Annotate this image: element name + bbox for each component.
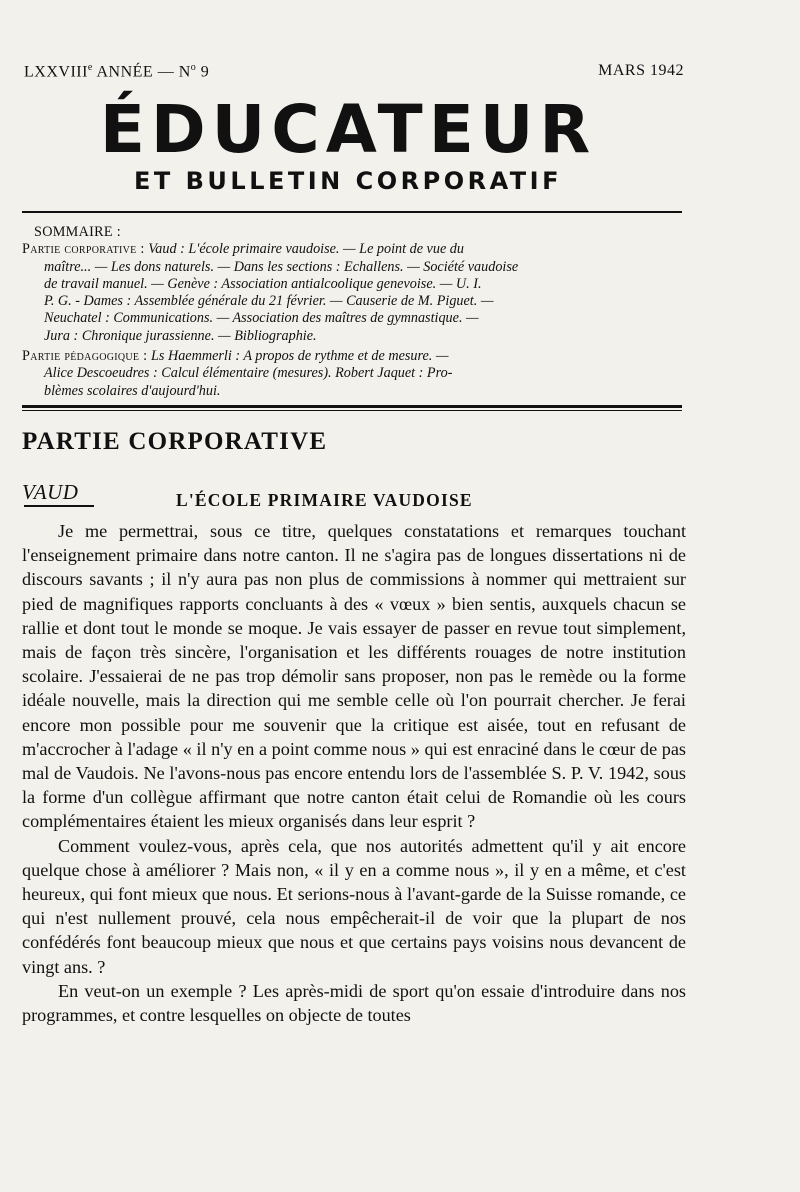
toc-corporative-label: Partie corporative : bbox=[22, 241, 145, 258]
toc-line: Vaud : L'école primaire vaudoise. — Le point de vue du bbox=[148, 241, 464, 258]
masthead-title: ÉDUCATEUR bbox=[99, 91, 597, 168]
issue-number-suffix: o bbox=[190, 62, 197, 73]
region-label: VAUD bbox=[22, 480, 79, 504]
toc-line: Neuchatel : Communications. — Association des maîtres de gymnastique. — bbox=[44, 310, 479, 327]
issue-info bbox=[24, 62, 209, 81]
issue-volume: LXXVIII bbox=[24, 63, 88, 81]
toc-line: Alice Descoeudres : Calcul élémentaire (mesures). Robert Jaquet : Pro- bbox=[44, 365, 453, 382]
toc-heading: SOMMAIRE : bbox=[34, 224, 121, 240]
header-line bbox=[24, 62, 684, 84]
article-paragraph: Je me permettrai, sous ce titre, quelques constatations et remarques touchant l'enseignement primaire dans notre canton. Il ne s'agira pas de longues dissertations ni de discours savants ; il n'y aura pas non plus de commissions à nommer qui mettraient sur pied de magnifiques rapports concluants à des « vœux » bien sentis, auxquels chacun se rallie et dont tout le monde se moque. Je vais essayer de passer en revue tout simplement, mais de façon très sincère, l'organisation et les différents rouages de notre institution scolaire. J'essaierai de ne pas trop démolir sans proposer, non pas le remède ou la forme idéale nouvelle, mais la direction qui me semble celle où l'on pourrait chercher. Je ferai encore mon possible pour me souvenir que la critique est aisée, tout en refusant de m'accrocher à l'adage « il n'y en a point comme nous » qui est enraciné dans le cœur de pas mal de Vaudois. Ne l'avons-nous pas encore entendu lors de l'assemblée S. P. V. 1942, sous la forme d'un collègue affirmant que notre canton était celui de Romandie où les cours complémentaires étaient les mieux organisés dans leur esprit ? bbox=[22, 521, 686, 832]
toc-line: Jura : Chronique jurassienne. — Bibliographie. bbox=[44, 327, 317, 344]
toc-line: de travail manuel. — Genève : Association antialcoolique genevoise. — U. I. bbox=[44, 275, 482, 292]
toc-pedagogique bbox=[22, 348, 686, 400]
issue-year-label: ANNÉE — N bbox=[92, 63, 191, 81]
section-title: PARTIE CORPORATIVE bbox=[22, 428, 328, 455]
article-paragraph: En veut-on un exemple ? Les après-midi de sport qu'on essaie d'introduire dans nos programmes, et contre lesquelles on objecte de toutes bbox=[22, 980, 686, 1026]
toc-corporative-first-line bbox=[22, 241, 686, 258]
masthead-subtitle: ET BULLETIN CORPORATIF bbox=[134, 167, 562, 195]
masthead-rule bbox=[22, 211, 682, 213]
toc-pedagogique-label: Partie pédagogique : bbox=[22, 348, 148, 365]
toc-line: Ls Haemmerli : A propos de rythme et de mesure. — bbox=[150, 348, 449, 365]
toc-line: P. G. - Dames : Assemblée générale du 21 février. — Causerie de M. Piguet. — bbox=[44, 293, 494, 310]
toc-rule-top bbox=[22, 405, 682, 408]
toc-line: maître... — Les dons naturels. — Dans les sections : Echallens. — Société vaudoise bbox=[44, 258, 519, 275]
toc-corporative bbox=[22, 241, 686, 345]
toc-rule-bottom bbox=[22, 410, 682, 411]
article-paragraph: Comment voulez-vous, après cela, que nos autorités admettent qu'il y ait encore quelque chose à améliorer ? Mais non, « il y en a comme nous », il y en a même, et c'est heureux, qui font mieux que nous. Et serions-nous à l'avant-garde de la Suisse romande, ce qui n'est nullement prouvé, cela nous empêcherait-il de voir que la plupart de nos confédérés font beaucoup mieux que nous et que certains pays voisins nous devancent de vingt ans. ? bbox=[22, 835, 686, 977]
toc-line: blèmes scolaires d'aujourd'hui. bbox=[44, 382, 221, 399]
toc-pedagogique-first-line bbox=[22, 348, 686, 365]
region-underline bbox=[24, 505, 94, 507]
article-title: L'ÉCOLE PRIMAIRE VAUDOISE bbox=[176, 490, 473, 510]
issue-number: 9 bbox=[196, 63, 210, 81]
issue-date: MARS 1942 bbox=[598, 62, 684, 79]
article-body bbox=[22, 519, 686, 1027]
table-of-contents bbox=[22, 224, 686, 400]
issue-volume-suffix: e bbox=[87, 62, 93, 73]
